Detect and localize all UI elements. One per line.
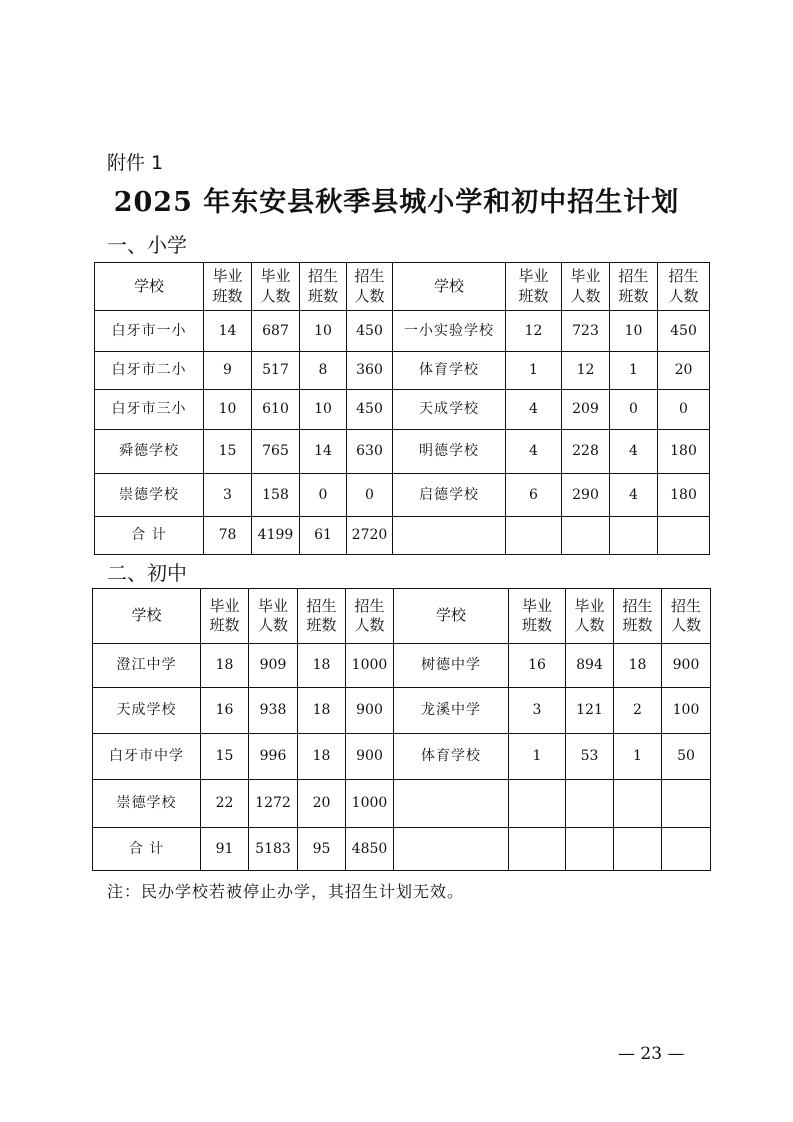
value-cell: 78 — [204, 517, 252, 555]
school-name-cell: 崇德学校 — [93, 780, 201, 828]
table-row — [93, 734, 711, 780]
attachment-label: 附件 1 — [107, 152, 164, 174]
value-cell: 450 — [658, 311, 710, 352]
column-header: 学校 — [93, 589, 201, 644]
school-name-cell: 白牙市一小 — [95, 311, 204, 352]
table-row — [95, 517, 710, 555]
school-name-cell: 龙溪中学 — [394, 688, 509, 734]
value-cell: 20 — [658, 352, 710, 390]
value-cell: 158 — [252, 474, 300, 517]
value-cell: 360 — [347, 352, 393, 390]
value-cell: 1000 — [346, 644, 394, 688]
table-row — [95, 390, 710, 430]
column-header: 毕业 班数 — [509, 589, 566, 644]
value-cell: 723 — [562, 311, 610, 352]
value-cell: 4199 — [252, 517, 300, 555]
value-cell: 8 — [300, 352, 347, 390]
value-cell: 1 — [614, 734, 662, 780]
value-cell: 15 — [204, 430, 252, 474]
column-header: 毕业 班数 — [506, 263, 562, 311]
value-cell: 18 — [298, 688, 346, 734]
value-cell: 1 — [509, 734, 566, 780]
school-name-cell: 一小实验学校 — [393, 311, 506, 352]
column-header: 毕业 人数 — [566, 589, 614, 644]
value-cell — [562, 517, 610, 555]
value-cell — [658, 517, 710, 555]
value-cell: 228 — [562, 430, 610, 474]
value-cell: 18 — [298, 644, 346, 688]
value-cell: 16 — [509, 644, 566, 688]
value-cell: 1000 — [346, 780, 394, 828]
value-cell: 53 — [566, 734, 614, 780]
column-header: 学校 — [393, 263, 506, 311]
value-cell: 10 — [204, 390, 252, 430]
page-number: — 23 — — [618, 1044, 685, 1064]
middle-header-row — [93, 589, 711, 644]
value-cell: 5183 — [249, 828, 298, 871]
column-header: 招生 班数 — [300, 263, 347, 311]
document-title: 2025 年东安县秋季县城小学和初中招生计划 — [113, 187, 680, 218]
value-cell — [509, 780, 566, 828]
value-cell: 0 — [347, 474, 393, 517]
school-name-cell: 树德中学 — [394, 644, 509, 688]
column-header: 毕业 人数 — [562, 263, 610, 311]
value-cell: 2720 — [347, 517, 393, 555]
value-cell: 95 — [298, 828, 346, 871]
table-row — [93, 828, 711, 871]
value-cell: 4 — [506, 430, 562, 474]
value-cell: 909 — [249, 644, 298, 688]
primary-header-row — [95, 263, 710, 311]
table-row — [93, 688, 711, 734]
table-row — [95, 311, 710, 352]
table-row — [95, 430, 710, 474]
value-cell: 4 — [610, 474, 658, 517]
column-header: 毕业 班数 — [204, 263, 252, 311]
school-name-cell: 白牙市二小 — [95, 352, 204, 390]
value-cell: 12 — [562, 352, 610, 390]
value-cell — [566, 780, 614, 828]
value-cell: 10 — [610, 311, 658, 352]
column-header: 招生 班数 — [614, 589, 662, 644]
primary-school-table — [94, 262, 710, 555]
column-header: 招生 人数 — [347, 263, 393, 311]
value-cell: 938 — [249, 688, 298, 734]
value-cell: 18 — [201, 644, 249, 688]
column-header: 毕业 班数 — [201, 589, 249, 644]
value-cell: 9 — [204, 352, 252, 390]
middle-school-table — [92, 588, 711, 871]
value-cell: 1 — [506, 352, 562, 390]
column-header: 学校 — [394, 589, 509, 644]
footnote: 注：民办学校若被停止办学，其招生计划无效。 — [107, 882, 465, 901]
value-cell: 180 — [658, 430, 710, 474]
table-row — [95, 352, 710, 390]
school-name-cell: 合 计 — [93, 828, 201, 871]
school-name-cell: 白牙市三小 — [95, 390, 204, 430]
middle-section-heading: 二、初中 — [107, 561, 187, 585]
value-cell — [662, 828, 711, 871]
value-cell: 2 — [614, 688, 662, 734]
value-cell: 0 — [610, 390, 658, 430]
value-cell: 91 — [201, 828, 249, 871]
value-cell: 121 — [566, 688, 614, 734]
value-cell: 6 — [506, 474, 562, 517]
value-cell: 900 — [346, 734, 394, 780]
column-header: 毕业 人数 — [252, 263, 300, 311]
value-cell: 10 — [300, 311, 347, 352]
column-header: 毕业 人数 — [249, 589, 298, 644]
value-cell: 20 — [298, 780, 346, 828]
value-cell: 290 — [562, 474, 610, 517]
value-cell: 0 — [658, 390, 710, 430]
school-name-cell: 体育学校 — [394, 734, 509, 780]
value-cell: 3 — [204, 474, 252, 517]
value-cell: 50 — [662, 734, 711, 780]
value-cell: 18 — [614, 644, 662, 688]
value-cell: 12 — [506, 311, 562, 352]
value-cell: 14 — [204, 311, 252, 352]
school-name-cell — [394, 780, 509, 828]
value-cell: 4850 — [346, 828, 394, 871]
value-cell: 16 — [201, 688, 249, 734]
value-cell: 450 — [347, 390, 393, 430]
value-cell: 630 — [347, 430, 393, 474]
value-cell: 900 — [662, 644, 711, 688]
value-cell: 22 — [201, 780, 249, 828]
value-cell: 1 — [610, 352, 658, 390]
value-cell: 4 — [506, 390, 562, 430]
value-cell: 0 — [300, 474, 347, 517]
value-cell: 18 — [298, 734, 346, 780]
column-header: 学校 — [95, 263, 204, 311]
primary-section-heading: 一、小学 — [107, 233, 187, 257]
value-cell: 1272 — [249, 780, 298, 828]
school-name-cell: 体育学校 — [393, 352, 506, 390]
column-header: 招生 班数 — [610, 263, 658, 311]
table-row — [93, 780, 711, 828]
value-cell: 10 — [300, 390, 347, 430]
value-cell: 687 — [252, 311, 300, 352]
school-name-cell: 崇德学校 — [95, 474, 204, 517]
value-cell — [610, 517, 658, 555]
value-cell: 15 — [201, 734, 249, 780]
school-name-cell: 舜德学校 — [95, 430, 204, 474]
value-cell: 14 — [300, 430, 347, 474]
table-row — [95, 474, 710, 517]
column-header: 招生 人数 — [662, 589, 711, 644]
value-cell: 996 — [249, 734, 298, 780]
table-row — [93, 644, 711, 688]
value-cell: 61 — [300, 517, 347, 555]
value-cell: 3 — [509, 688, 566, 734]
column-header: 招生 人数 — [658, 263, 710, 311]
value-cell — [566, 828, 614, 871]
school-name-cell: 澄江中学 — [93, 644, 201, 688]
value-cell — [509, 828, 566, 871]
value-cell — [614, 780, 662, 828]
value-cell: 180 — [658, 474, 710, 517]
school-name-cell: 天成学校 — [93, 688, 201, 734]
value-cell: 209 — [562, 390, 610, 430]
value-cell: 610 — [252, 390, 300, 430]
school-name-cell — [394, 828, 509, 871]
value-cell: 100 — [662, 688, 711, 734]
school-name-cell — [393, 517, 506, 555]
value-cell: 900 — [346, 688, 394, 734]
value-cell: 4 — [610, 430, 658, 474]
value-cell — [614, 828, 662, 871]
value-cell: 517 — [252, 352, 300, 390]
value-cell — [662, 780, 711, 828]
value-cell — [506, 517, 562, 555]
column-header: 招生 班数 — [298, 589, 346, 644]
school-name-cell: 天成学校 — [393, 390, 506, 430]
school-name-cell: 启德学校 — [393, 474, 506, 517]
school-name-cell: 明德学校 — [393, 430, 506, 474]
value-cell: 894 — [566, 644, 614, 688]
value-cell: 765 — [252, 430, 300, 474]
school-name-cell: 白牙市中学 — [93, 734, 201, 780]
school-name-cell: 合 计 — [95, 517, 204, 555]
column-header: 招生 人数 — [346, 589, 394, 644]
value-cell: 450 — [347, 311, 393, 352]
